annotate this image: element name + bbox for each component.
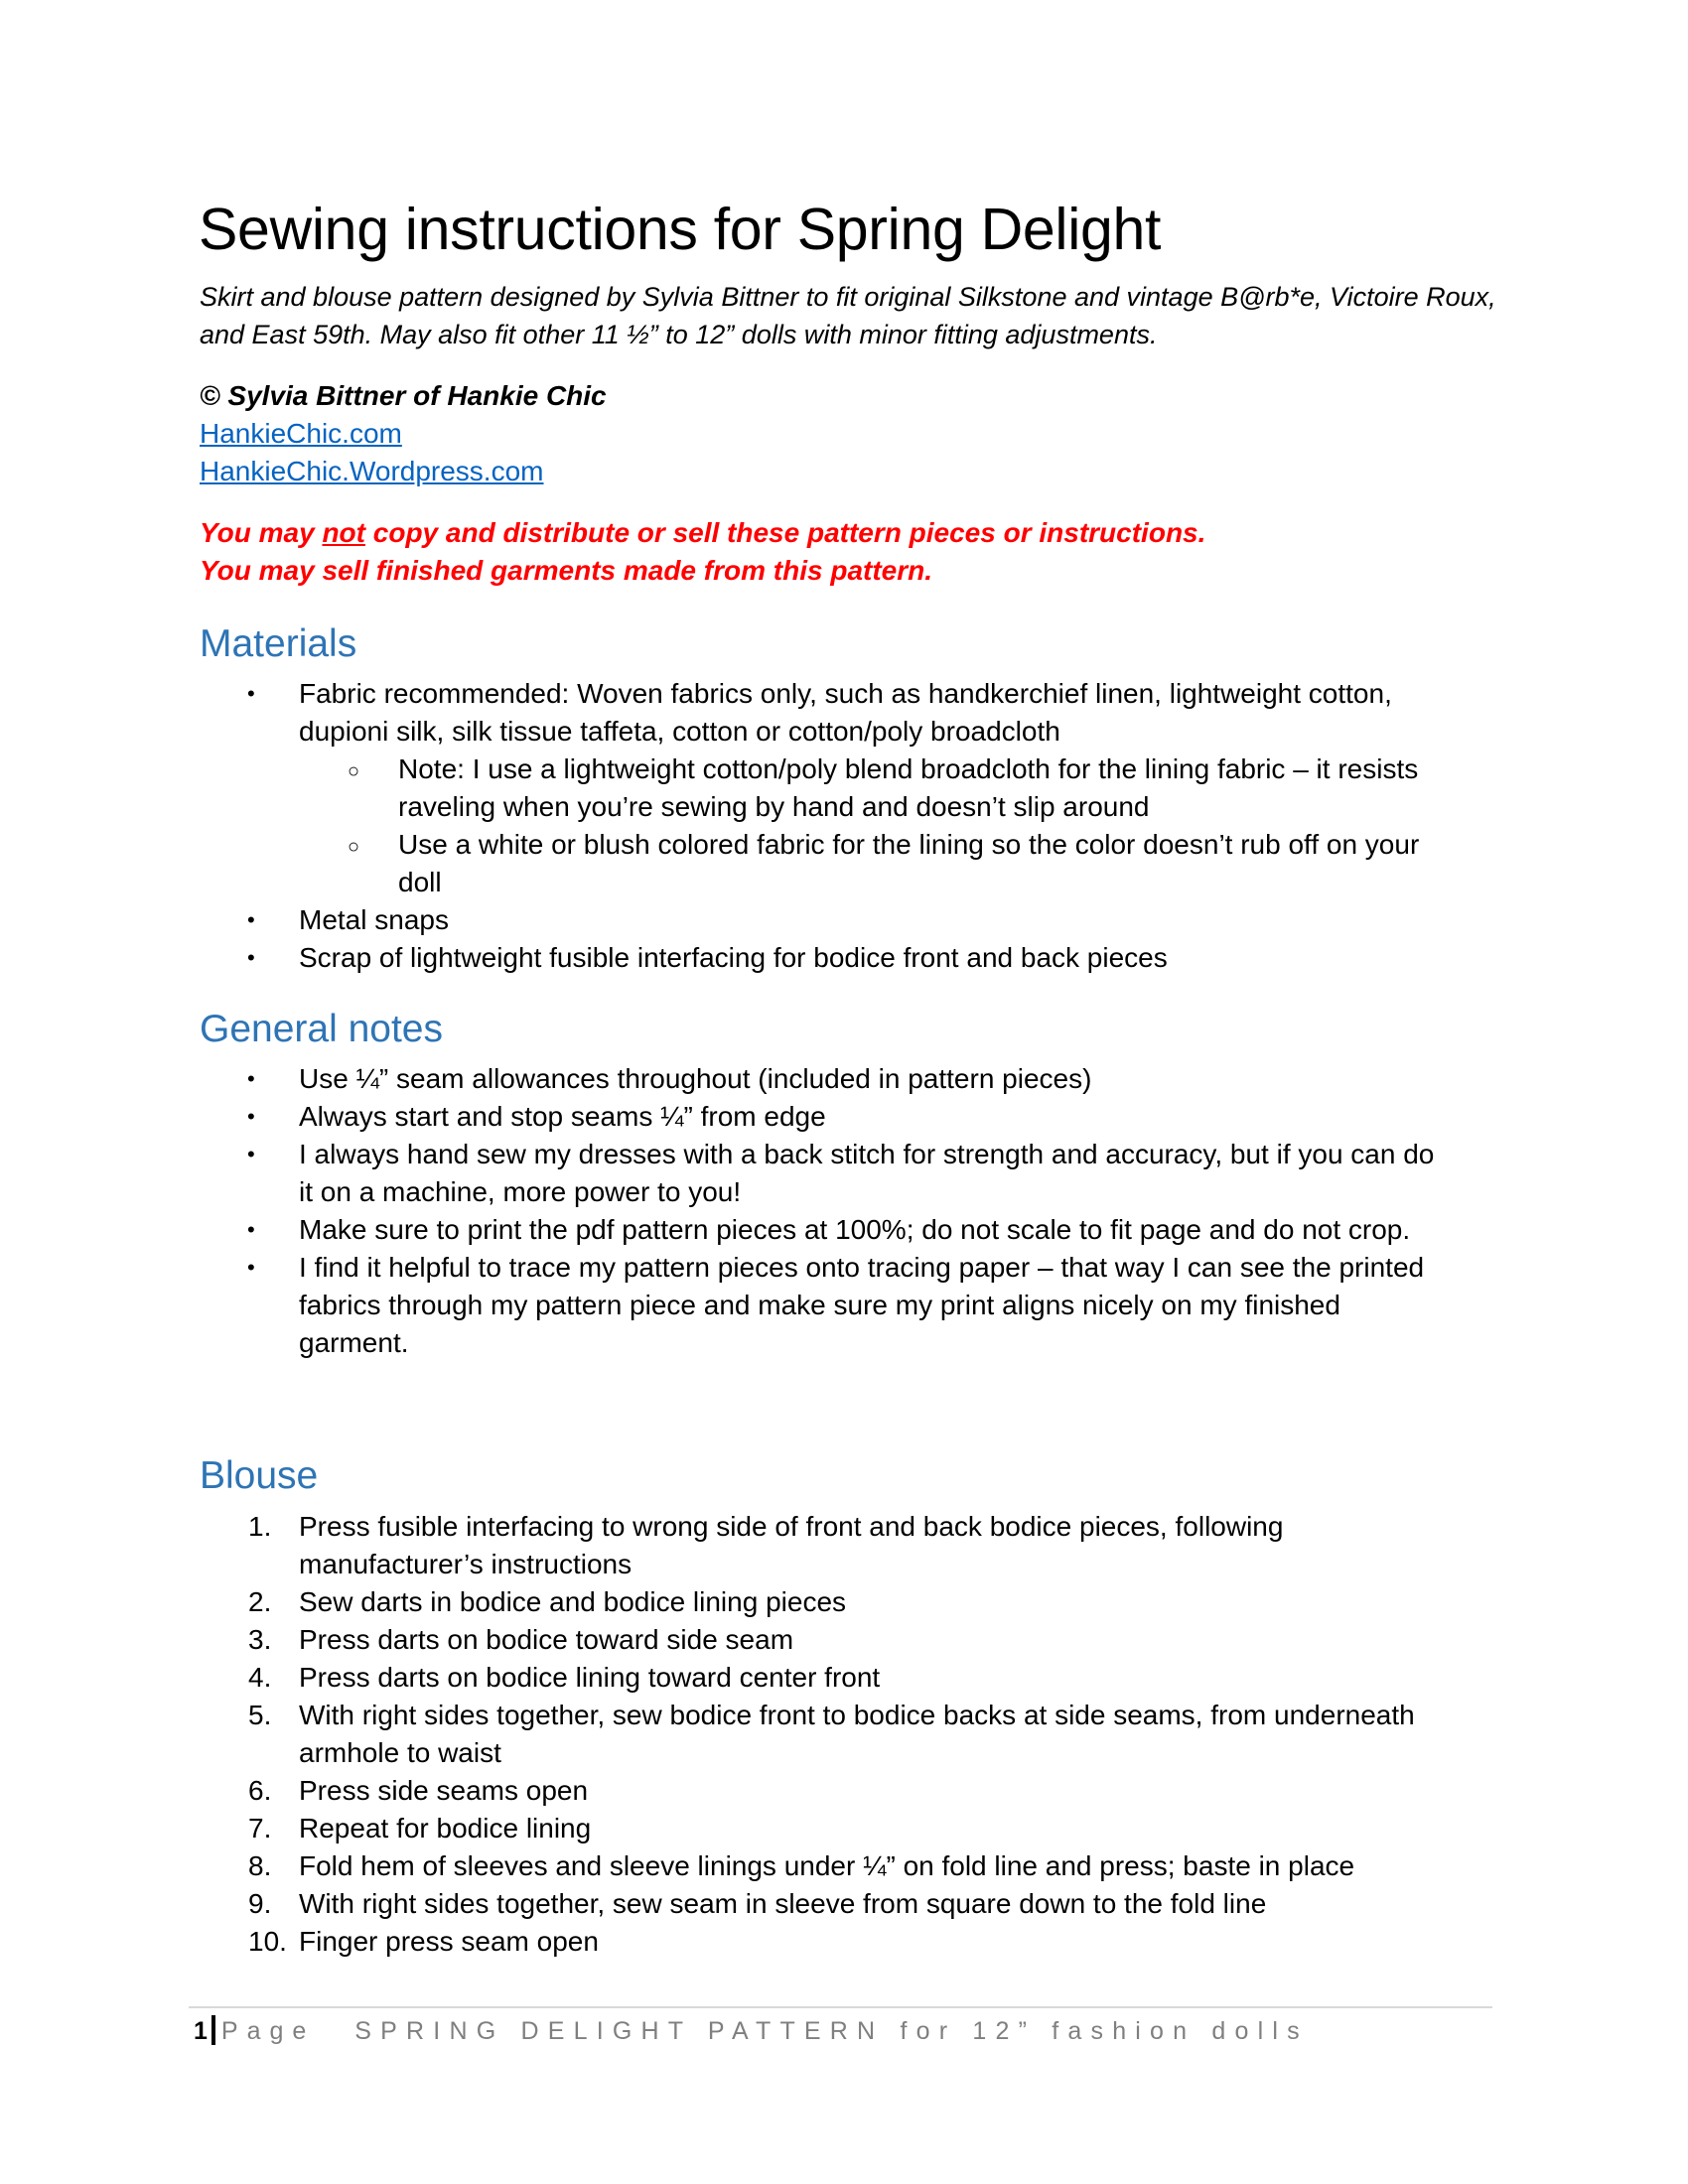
blouse-steps-list [0, 1508, 1441, 1961]
step-text: With right sides together, sew seam in sleeve from square down to the fold line [299, 1888, 1267, 1919]
heading-general-notes: General notes [200, 1008, 443, 1050]
step-item [0, 1810, 1441, 1847]
list-item-text: Fabric recommended: Woven fabrics only, such as handkerchief linen, lightweight cotton, dupioni silk, silk tissue taffeta, cotton or cotton/poly broadcloth [299, 678, 1392, 747]
step-number: 9. [248, 1888, 272, 1919]
list-item [0, 1211, 1441, 1249]
link-hankiechic-wordpress[interactable]: HankieChic.Wordpress.com [200, 456, 544, 486]
step-text: Repeat for bodice lining [299, 1813, 592, 1843]
list-item [0, 675, 1441, 751]
materials-list [0, 675, 1441, 977]
bullet-icon: • [247, 907, 255, 932]
page-title: Sewing instructions for Spring Delight [199, 197, 1162, 262]
heading-blouse: Blouse [200, 1454, 319, 1497]
step-item [0, 1885, 1441, 1923]
step-number: 6. [248, 1775, 272, 1806]
step-item [0, 1659, 1441, 1697]
step-item [0, 1847, 1441, 1885]
list-item [0, 1249, 1441, 1362]
bullet-icon: • [247, 1066, 255, 1091]
bullet-icon: • [247, 1104, 255, 1129]
copyright-warning [200, 514, 1205, 590]
step-item [0, 1772, 1441, 1810]
heading-materials: Materials [200, 622, 357, 665]
step-item [0, 1621, 1441, 1659]
step-text: Press side seams open [299, 1775, 589, 1806]
footer-title: SPRING DELIGHT PATTERN for 12” fashion dolls [354, 2017, 1309, 2045]
list-item [0, 1060, 1441, 1098]
list-item-text: Always start and stop seams ¼” from edge [299, 1101, 826, 1132]
bullet-icon: • [247, 1217, 255, 1242]
list-item-text: Use ¼” seam allowances throughout (included in pattern pieces) [299, 1063, 1092, 1094]
sub-list-item-text: Note: I use a lightweight cotton/poly blend broadcloth for the lining fabric – it resists raveling when you’re sewing by hand and doesn’t slip around [398, 753, 1419, 822]
list-item-text: Make sure to print the pdf pattern pieces at 100%; do not scale to fit page and do not crop. [299, 1214, 1411, 1245]
sub-list-item [0, 751, 1441, 826]
step-text: Press darts on bodice lining toward center front [299, 1662, 881, 1693]
subtitle: Skirt and blouse pattern designed by Sylvia Bittner to fit original Silkstone and vintage B@rb*e, Victoire Roux, and East 59th. May also fit other 11 ½” to 12” dolls with minor fitting adjustments. [200, 282, 1496, 349]
bullet-icon: • [247, 681, 255, 706]
page-label: Page [220, 2017, 316, 2045]
warning-emphasis: not [322, 517, 365, 548]
step-item [0, 1508, 1441, 1583]
step-number: 2. [248, 1586, 272, 1617]
warning-text: copy and distribute or sell these pattern pieces or instructions. [364, 517, 1206, 548]
list-item [0, 1098, 1441, 1136]
step-number: 7. [248, 1813, 272, 1843]
list-item [0, 901, 1441, 939]
step-text: Fold hem of sleeves and sleeve linings under ¼” on fold line and press; baste in place [299, 1850, 1355, 1881]
step-number: 5. [248, 1700, 272, 1730]
sub-list-item-text: Use a white or blush colored fabric for the lining so the color doesn’t rub off on your doll [398, 829, 1420, 897]
list-item [0, 939, 1441, 977]
footer-divider [189, 2006, 1492, 2008]
step-item [0, 1923, 1441, 1961]
step-item [0, 1697, 1441, 1772]
link-hankiechic[interactable]: HankieChic.com [200, 418, 402, 449]
sub-list-item [0, 826, 1441, 901]
list-item-text: I always hand sew my dresses with a back stitch for strength and accuracy, but if you can do it on a machine, more power to you! [299, 1139, 1435, 1207]
step-number: 4. [248, 1662, 272, 1693]
step-number: 10. [248, 1926, 287, 1957]
step-text: Press darts on bodice toward side seam [299, 1624, 794, 1655]
step-number: 1. [248, 1511, 272, 1542]
list-item-text: Scrap of lightweight fusible interfacing for bodice front and back pieces [299, 942, 1168, 973]
copyright-notice: © Sylvia Bittner of Hankie Chic [200, 380, 607, 411]
circle-bullet-icon: ○ [348, 760, 360, 782]
step-number: 8. [248, 1850, 272, 1881]
bullet-icon: • [247, 945, 255, 970]
warning-text: You may [200, 517, 323, 548]
step-item [0, 1583, 1441, 1621]
bullet-icon: • [247, 1255, 255, 1280]
general-notes-list [0, 1060, 1441, 1362]
warning-line-2: You may sell finished garments made from this pattern. [200, 555, 933, 586]
step-text: Finger press seam open [299, 1926, 599, 1957]
step-text: Sew darts in bodice and bodice lining pieces [299, 1586, 847, 1617]
page-number: 1 [194, 2017, 208, 2045]
warning-line-1 [200, 514, 1205, 552]
bullet-icon: • [247, 1142, 255, 1166]
list-item-text: I find it helpful to trace my pattern pieces onto tracing paper – that way I can see the printed fabrics through my pattern piece and make sure my print aligns nicely on my finished garment. [299, 1252, 1425, 1358]
step-text: With right sides together, sew bodice front to bodice backs at side seams, from underneath armhole to waist [299, 1700, 1415, 1768]
circle-bullet-icon: ○ [348, 836, 360, 858]
footer-separator [211, 2015, 215, 2045]
step-text: Press fusible interfacing to wrong side of front and back bodice pieces, following manufacturer’s instructions [299, 1511, 1284, 1579]
list-item-text: Metal snaps [299, 904, 449, 935]
list-item [0, 1136, 1441, 1211]
step-number: 3. [248, 1624, 272, 1655]
page-footer [194, 2015, 1309, 2047]
